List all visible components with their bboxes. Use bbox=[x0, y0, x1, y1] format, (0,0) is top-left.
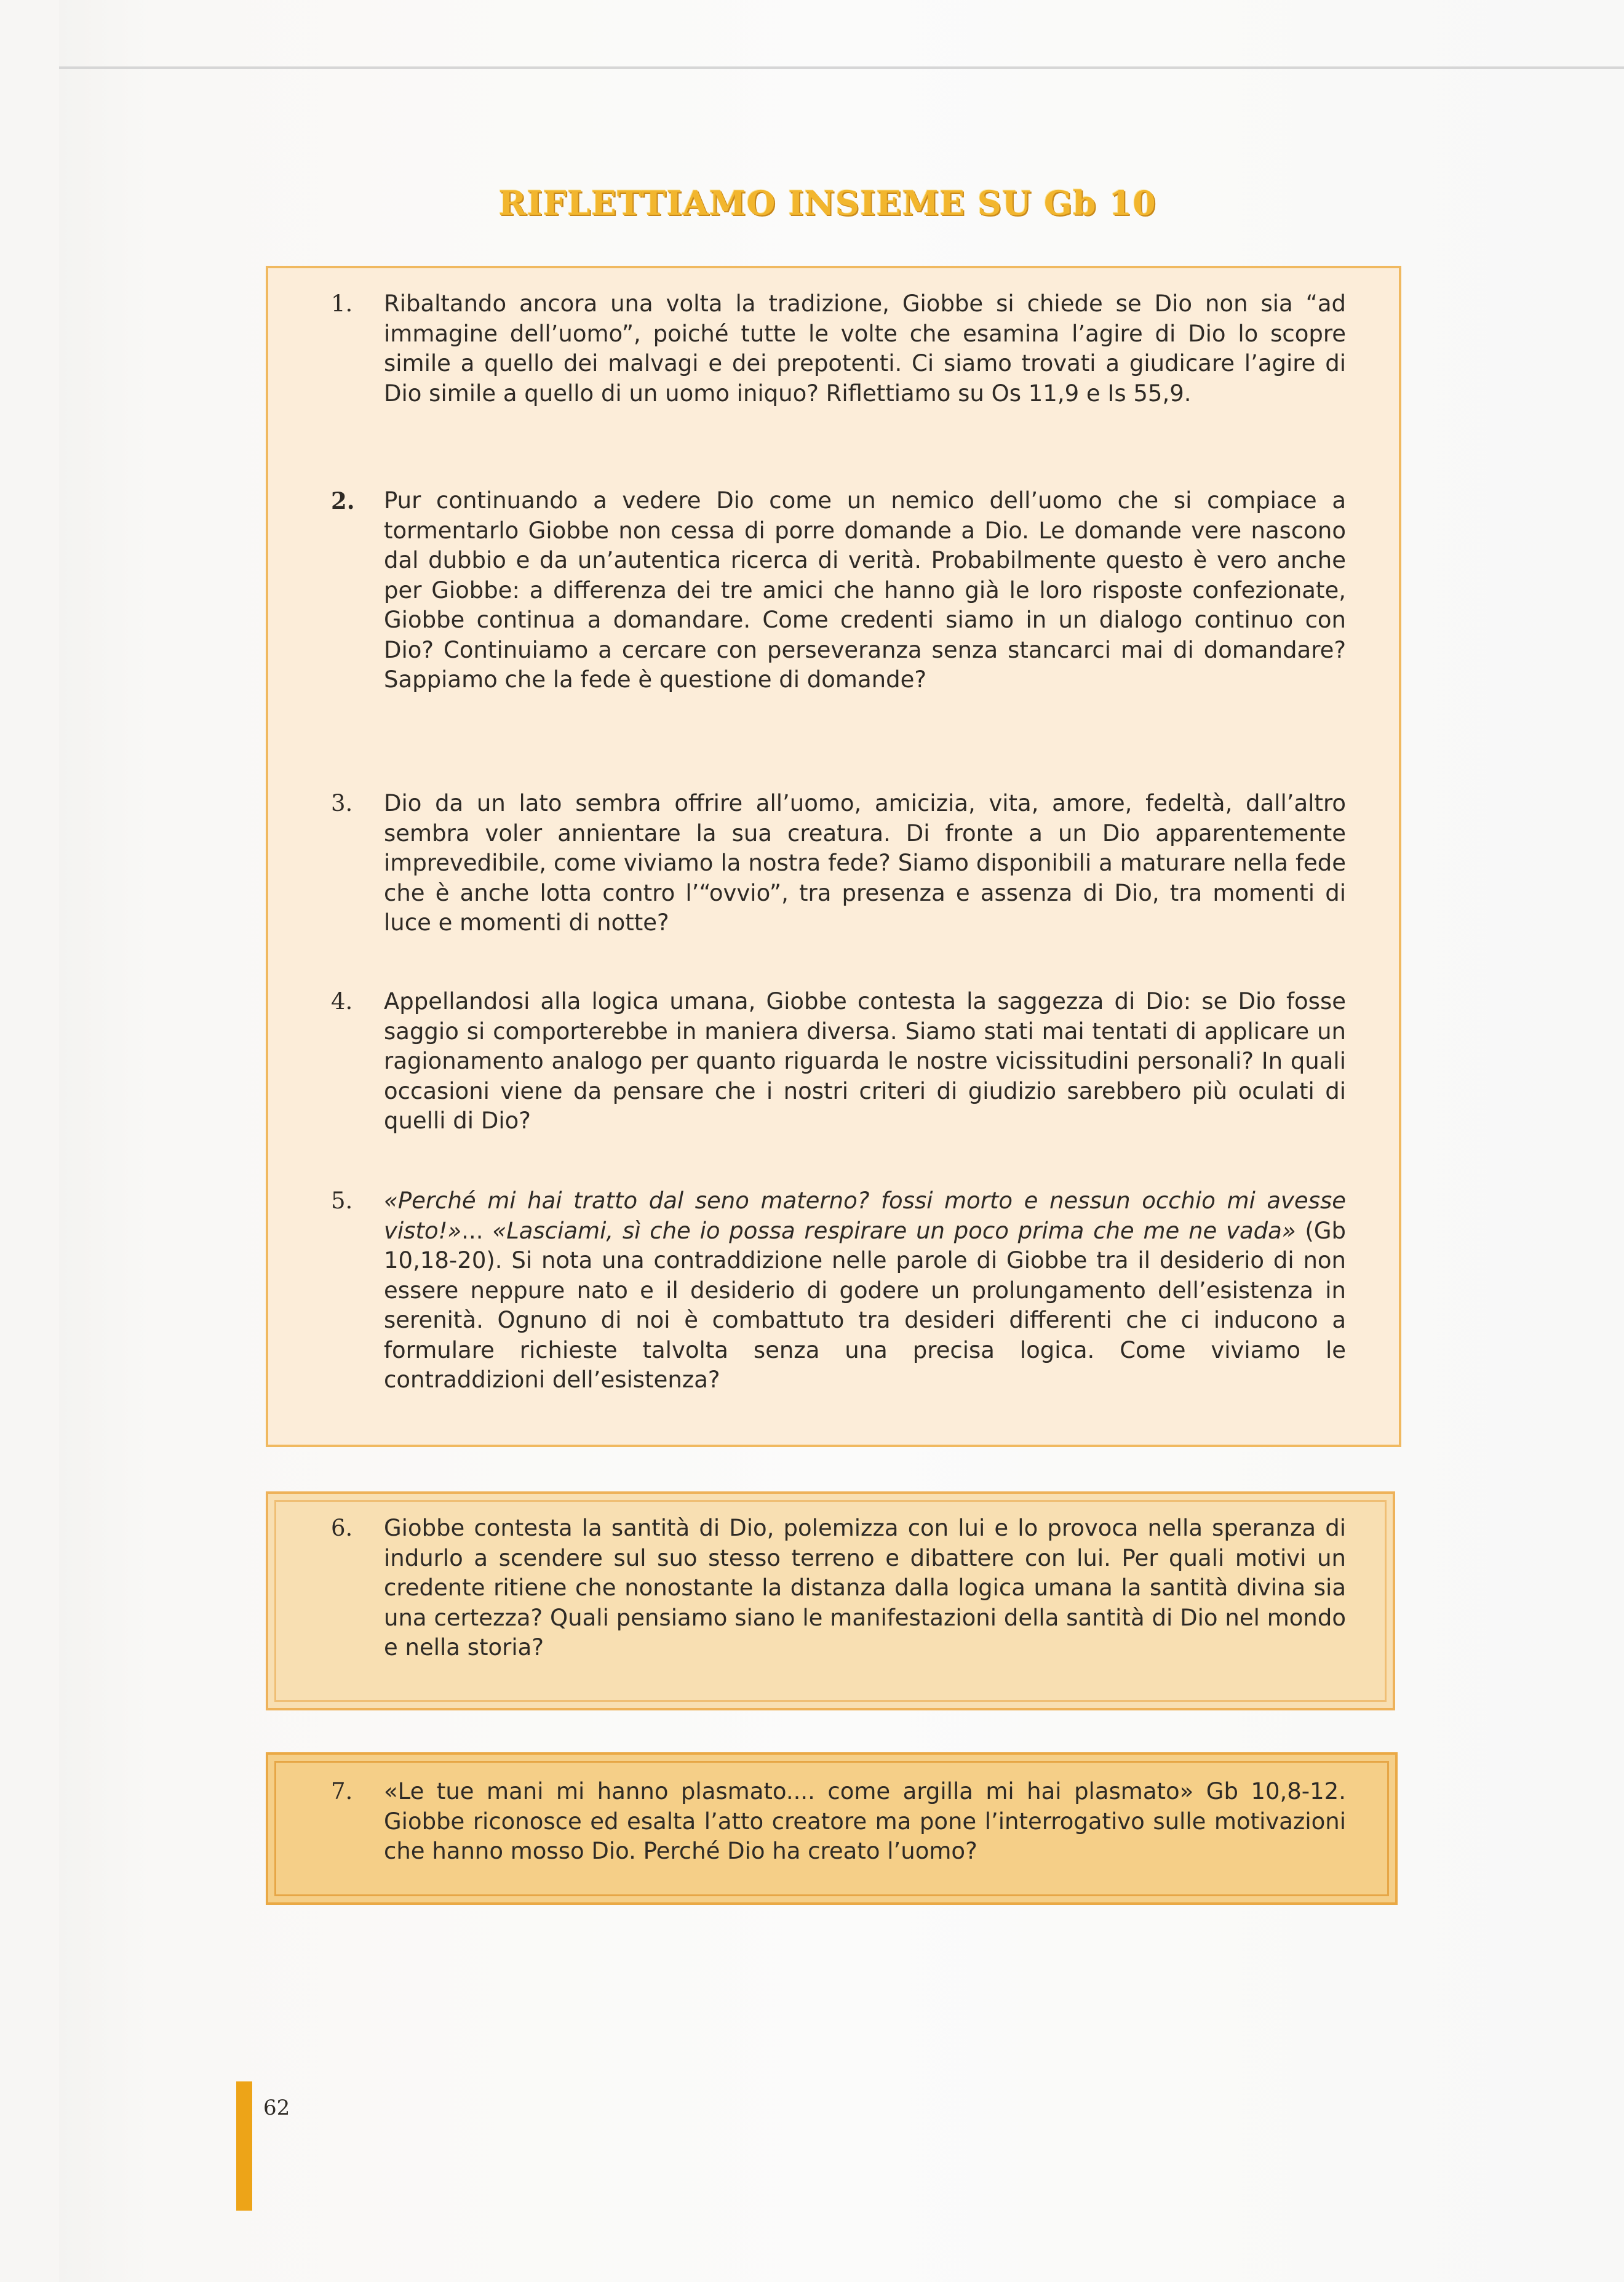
page-number: 62 bbox=[263, 2096, 290, 2120]
question-text: Pur continuando a vedere Dio come un nemico dell’uomo che si compiace a tormentarlo Giobbe non cessa di porre domande a Dio. Le domande vere nascono dal dubbio e da un’autentica ricerca di verità. Probabilmente questo è vero anche per Giobbe: a differenza dei tre amici che hanno già le loro risposte confezionate, Giobbe continua a domandare. Come credenti siamo in un dialogo continuo con Dio? Continuiamo a cercare con perseveranza senza stancarci mai di domandare? Sappiamo che la fede è questione di domande? bbox=[384, 487, 1346, 693]
question-number: 6. bbox=[331, 1515, 353, 1541]
question-text: Giobbe contesta la santità di Dio, polemizza con lui e lo provoca nella speranza di indurlo a scendere sul suo stesso terreno e dibattere con lui. Per quali motivi un credente ritiene che nonostante la distanza dalla logica umana la santità divina sia una certezza? Quali pensiamo siano le manifestazioni della santità di Dio nel mondo e nella storia? bbox=[384, 1515, 1346, 1661]
question-text bbox=[384, 1186, 1346, 1395]
quote-italic-2: «Lasciami, sì che io possa respirare un poco prima che me ne vada» bbox=[492, 1217, 1296, 1244]
page-number-bar bbox=[236, 2081, 252, 2211]
quote-italic-1: «Perché mi hai tratto dal seno materno? fossi morto e nessun occhio mi avesse visto!» bbox=[384, 1187, 1346, 1244]
question-text: Ribaltando ancora una volta la tradizione, Giobbe si chiede se Dio non sia “ad immagine dell’uomo”, poiché tutte le volte che esamina l’agire di Dio lo scopre simile a quello dei malvagi e dei prepotenti. Ci siamo trovati a giudicare l’agire di Dio simile a quello di un uomo iniquo? Riflettiamo su Os 11,9 e Is 55,9. bbox=[384, 290, 1346, 407]
quote-separator: ... bbox=[461, 1217, 493, 1244]
page-title: RIFLETTIAMO INSIEME SU Gb 10 bbox=[498, 183, 1156, 223]
question-number: 5. bbox=[331, 1187, 353, 1214]
question-number: 2. bbox=[331, 487, 355, 514]
question-number: 4. bbox=[331, 988, 353, 1015]
question-number: 1. bbox=[331, 290, 353, 317]
question-body: (Gb 10,18-20). Si nota una contraddizione nelle parole di Giobbe tra il desiderio di non essere neppure nato e il desiderio di godere un prolungamento dell’esistenza in serenità. Ognuno di noi è combattuto tra desideri differenti che ci inducono a formulare richieste talvolta senza una precisa logica. Come viviamo le contraddizioni dell’esistenza? bbox=[384, 1217, 1347, 1393]
question-text: «Le tue mani mi hanno plasmato.... come argilla mi hai plasmato» Gb 10,8-12. Giobbe riconosce ed esalta l’atto creatore ma pone l’interrogativo sulle motivazioni che hanno mosso Dio. Perché Dio ha creato l’uomo? bbox=[384, 1778, 1346, 1864]
question-text: Dio da un lato sembra offrire all’uomo, amicizia, vita, amore, fedeltà, dall’altro sembra voler annientare la sua creatura. Di fronte a un Dio apparentemente imprevedibile, come viviamo la nostra fede? Siamo disponibili a maturare nella fede che è anche lotta contro l’“ovvio”, tra presenza e assenza di Dio, tra momenti di luce e momenti di notte? bbox=[384, 790, 1346, 936]
question-number: 7. bbox=[331, 1778, 353, 1805]
question-text: Appellandosi alla logica umana, Giobbe contesta la saggezza di Dio: se Dio fosse saggio si comporterebbe in maniera diversa. Siamo stati mai tentati di applicare un ragionamento analogo per quanto riguarda le nostre vicissitudini personali? In quali occasioni viene da pensare che i nostri criteri di giudizio sarebbero più oculati di quelli di Dio? bbox=[384, 988, 1346, 1134]
top-rule bbox=[59, 66, 1624, 69]
question-number: 3. bbox=[331, 790, 353, 816]
